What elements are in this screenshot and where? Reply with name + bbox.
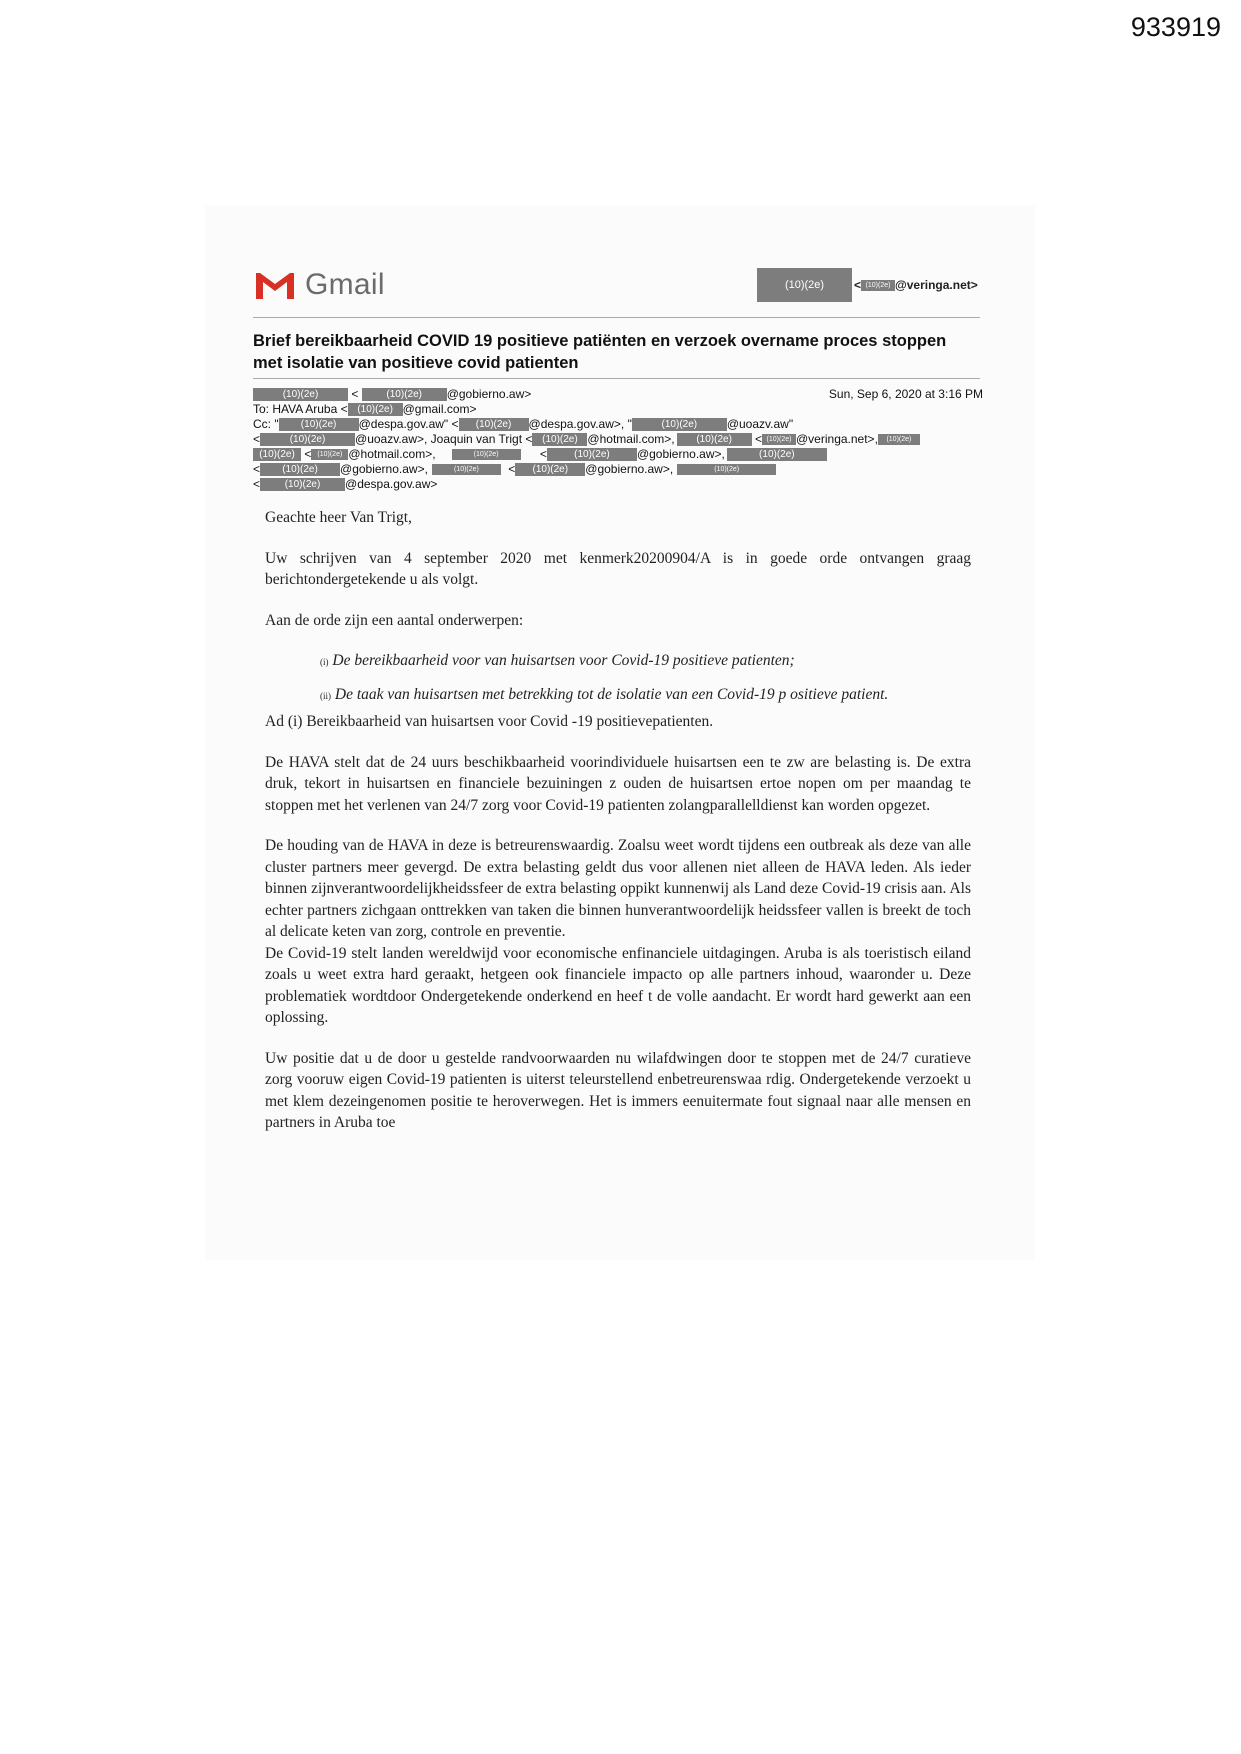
redaction: (10)(2e): [677, 433, 752, 446]
redaction: (10)(2e): [861, 280, 895, 291]
redaction: (10)(2e): [757, 268, 852, 302]
paragraph: Uw positie dat u de door u gestelde randvoorwaarden nu wilafdwingen door te stoppen met de 24/7 curatieve zorg vooruw eigen Covid-19 patienten is uiterst teleurstellend enbetreurenswaa rdig. Ondergetekende verzoekt u met klem dezeingenomen positie te heroverwegen. Het is immers eenuitermate fout signaal naar alle mensen en partners in Aruba toe: [265, 1049, 971, 1131]
cc-open: <: [304, 447, 312, 461]
cc-address: @despa.gov.aw>: [345, 477, 438, 491]
cc-line-1: [253, 417, 983, 432]
from-open: <: [351, 387, 359, 401]
cc-line-3: [253, 447, 983, 462]
redaction: (10)(2e): [727, 448, 827, 461]
redaction: (10)(2e): [762, 434, 796, 445]
list-number: (ii): [320, 690, 331, 701]
account-email-open: <: [854, 278, 862, 292]
cc-line-5: [253, 477, 983, 492]
redaction: (10)(2e): [253, 448, 301, 461]
redaction: (10)(2e): [348, 403, 403, 416]
cc-address: @gobierno.aw>,: [636, 447, 725, 461]
redaction: (10)(2e): [260, 478, 345, 491]
paragraph: Aan de orde zijn een aantal onderwerpen:: [265, 611, 524, 629]
gmail-wordmark: Gmail: [305, 268, 385, 301]
cc-address: @hotmail.com>,: [587, 432, 675, 446]
redaction: (10)(2e): [878, 434, 920, 445]
cc-address: @veringa.net>,: [796, 432, 878, 446]
cc-address: @uoazv.aw": [726, 417, 794, 431]
from-domain: @gobierno.aw>: [446, 387, 532, 401]
cc-prefix: Cc: ": [253, 417, 279, 431]
section-heading: Ad (i) Bereikbaarheid van huisartsen voor Covid -19 positievepatienten.: [265, 713, 714, 730]
cc-open: <: [754, 432, 762, 446]
email-subject: Brief bereikbaarheid COVID 19 positieve patiënten en verzoek overname proces stoppen met isolatie van positieve covid patienten: [253, 332, 947, 372]
gmail-m-icon: [253, 269, 297, 301]
paragraph: De houding van de HAVA in deze is betreurenswaardig. Zoalsu weet wordt tijdens een outbreak als deze van alle cluster partners meer gevergd. De extra belasting geldt dus voor allenen niet alleen de HAVA leden. Als ieder binnen zijnverantwoordelijkheidssfeer de extra belasting oppikt kunnenwij als Land deze Covid-19 crisis aan. Als echter partners zichgaan onttrekken van taken die binnen hunverantwoordelijk heidssfeer vallen is breekt de toch al delicate keten van zorg, controle en preventie.: [265, 837, 971, 940]
document-id: 933919: [1130, 12, 1221, 42]
paragraph: De Covid-19 stelt landen wereldwijd voor economische enfinanciele uitdagingen. Aruba is als toeristisch eiland zoals u weet extra hard geraakt, hetgeen ook financiele impacto op alle partners inhoud, waaronder u. Deze problematiek wordtdoor Ondergetekende onderkend en heef t de volle aandacht. Er wordt hard gewerkt aan een oplossing.: [265, 944, 971, 1026]
cc-open: <: [539, 447, 547, 461]
to-prefix: To: HAVA Aruba <: [253, 402, 348, 416]
cc-open: <: [253, 477, 261, 491]
cc-address: @uoazv.aw>, Joaquin van Trigt <: [355, 432, 533, 446]
redaction: (10)(2e): [260, 433, 355, 446]
redaction: (10)(2e): [532, 433, 587, 446]
redaction: (10)(2e): [432, 464, 501, 475]
redaction: (10)(2e): [632, 418, 727, 431]
gmail-logo: [253, 268, 385, 302]
divider: [253, 317, 980, 318]
redaction: (10)(2e): [362, 388, 447, 401]
to-domain: @gmail.com>: [402, 402, 477, 416]
email-header: [253, 387, 983, 492]
list-item: [320, 684, 971, 708]
salutation: Geachte heer Van Trigt,: [265, 509, 412, 526]
cc-open: <: [508, 462, 516, 476]
cc-address: @gobierno.aw>,: [340, 462, 428, 476]
redaction: (10)(2e): [279, 418, 359, 431]
redaction: (10)(2e): [452, 449, 521, 460]
cc-address: @despa.gov.aw" <: [358, 417, 459, 431]
list-item: [320, 650, 971, 674]
cc-open: <: [253, 432, 261, 446]
redaction: (10)(2e): [311, 449, 348, 460]
list-text: De bereikbaarheid voor van huisartsen voor Covid-19 positieve patienten;: [332, 652, 795, 669]
email-date: Sun, Sep 6, 2020 at 3:16 PM: [828, 387, 983, 401]
redaction: (10)(2e): [547, 448, 637, 461]
paragraph: Uw schrijven van 4 september 2020 met kenmerk20200904/A is in goede orde ontvangen graag berichtondergetekende u als volgt.: [265, 549, 971, 588]
cc-address: @hotmail.com>,: [348, 447, 436, 461]
paragraph: De HAVA stelt dat de 24 uurs beschikbaarheid voorindividuele huisartsen een te zw are belasting is. De extra druk, tekort in huisartsen en financiele bezuiningen z ouden de huisartsen ertoe nopen om per maandag te stoppen met het verlenen van 24/7 zorg voor Covid-19 patienten zolangparallelldienst kan worden opgezet.: [265, 753, 971, 814]
list-text: De taak van huisartsen met betrekking tot de isolatie van een Covid-19 p ositieve patient.: [334, 685, 889, 703]
redaction: (10)(2e): [260, 463, 340, 476]
redaction: (10)(2e): [253, 388, 348, 401]
account-email-domain: @veringa.net>: [895, 278, 978, 292]
redaction: (10)(2e): [515, 463, 585, 476]
letter-body: [265, 507, 971, 1153]
cc-address: @despa.gov.aw>, ": [528, 417, 632, 431]
cc-open: <: [253, 462, 261, 476]
redaction: (10)(2e): [677, 464, 776, 475]
redaction: (10)(2e): [459, 418, 529, 431]
cc-address: @gobierno.aw>,: [585, 462, 674, 476]
divider: [253, 378, 980, 379]
from-line: [253, 387, 983, 402]
to-line: [253, 402, 983, 417]
cc-line-2: [253, 432, 983, 447]
list-number: (i): [320, 657, 329, 667]
account-info: [757, 268, 978, 302]
cc-line-4: [253, 462, 983, 477]
